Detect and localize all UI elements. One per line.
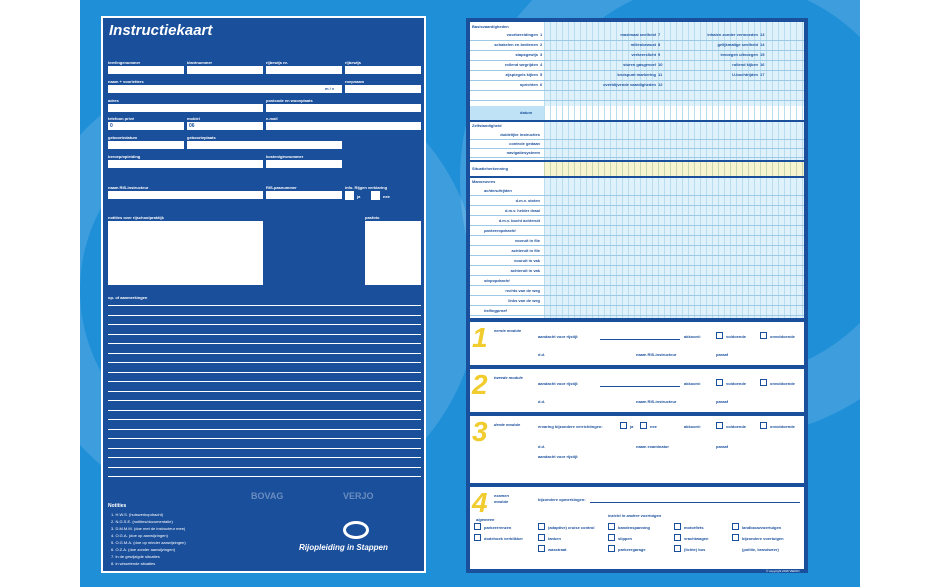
module-1 [470, 322, 804, 365]
cells-block [544, 162, 804, 176]
legend-item: 8. in wisselende situaties [111, 561, 156, 566]
driving-style-label: aandacht voor rijstijl: [538, 454, 579, 459]
manoeuvre-label: links van de weg [508, 298, 540, 303]
insufficient-label: onvoldoende [770, 334, 795, 339]
instructor-label: naam RIS-instructeur [636, 399, 677, 404]
remark-line[interactable] [108, 324, 421, 325]
option-checkbox[interactable] [608, 523, 615, 530]
remark-line[interactable] [108, 381, 421, 382]
row-line [470, 255, 804, 256]
section-title-situatie: Situatieherkenning [472, 166, 509, 171]
sufficient-checkbox[interactable] [716, 379, 723, 386]
legend-item: 7. in de gewijzigde situaties [111, 554, 160, 559]
option-checkbox[interactable] [538, 523, 545, 530]
option-checkbox[interactable] [474, 534, 481, 541]
option-label: bandenspanning [618, 525, 650, 530]
manoeuvre-label: d.m.v. bocht achteruit [498, 218, 540, 223]
copyright: © copyright 2016 VERJO [766, 569, 800, 573]
divider [470, 120, 804, 122]
module-title: eerste module [494, 328, 522, 333]
row-line [470, 215, 804, 216]
driving-style-label: aandacht voor rijstijl: [538, 381, 579, 386]
mobile-field[interactable] [187, 122, 263, 130]
field-label: rijbewijs [345, 60, 362, 65]
skill-number: 4 [540, 62, 543, 67]
row-line [470, 245, 804, 246]
module-4 [470, 487, 804, 569]
manoeuvre-label: vooruit in vak [513, 258, 540, 263]
remark-line[interactable] [108, 343, 421, 344]
skill-number: 14 [760, 42, 765, 47]
module-2 [470, 369, 804, 412]
row-line [470, 148, 804, 149]
manoeuvre-label: achteruit in file [511, 248, 540, 253]
skill-label: sturen gasgevoel [623, 62, 656, 67]
remark-line[interactable] [108, 419, 421, 420]
row-line [470, 50, 804, 51]
divider [470, 160, 804, 162]
legend-item: 6. O.Z.A. (doe zonder aanwijzingen) [111, 547, 176, 552]
legend-item: 2. N.G.S.E. (notities/documentatie) [111, 519, 173, 524]
skill-label: rollend kijken [732, 62, 758, 67]
option-checkbox[interactable] [608, 545, 615, 552]
module-number: 3 [472, 416, 488, 447]
insight-label: inzicht in andere voertuigen [608, 513, 662, 518]
instruction-card-back [466, 18, 808, 573]
phone-field[interactable] [108, 122, 184, 130]
option-label: tanken [548, 536, 561, 541]
module-number: 4 [472, 487, 488, 518]
skill-label: inhalen zonder vermoeden [707, 32, 758, 37]
skill-label: oprichten [519, 82, 538, 87]
date-label-cell [470, 106, 544, 120]
general-label: algemeen [476, 517, 495, 522]
remark-line[interactable] [108, 391, 421, 392]
option-checkbox[interactable] [732, 523, 739, 530]
special-experience-label: ervaring bijzondere verrichtingen: [538, 424, 603, 429]
field-label: klantnummer [187, 60, 213, 65]
sufficient-label: voldoende [726, 424, 747, 429]
module-3 [470, 416, 804, 483]
row-line [470, 235, 804, 236]
module-number: 2 [472, 369, 488, 400]
yes-label: ja [357, 194, 361, 199]
remark-line[interactable] [108, 362, 421, 363]
zelf-label: navigatiesysteem [506, 150, 540, 155]
skill-number: 15 [760, 52, 765, 57]
field-label: op- of aanmerkingen [108, 295, 148, 300]
option-checkbox[interactable] [474, 523, 481, 530]
insufficient-checkbox[interactable] [760, 332, 767, 339]
email-field[interactable] [266, 122, 421, 130]
skill-label: stapsgewijs [515, 52, 538, 57]
date-label: d.d. [538, 399, 546, 404]
field-label: adres [108, 98, 119, 103]
insufficient-label: onvoldoende [770, 424, 795, 429]
field-label: beroep/opleiding [108, 154, 141, 159]
option-label: wasstraat [548, 547, 567, 552]
option-checkbox[interactable] [732, 534, 739, 541]
date-label: datum [520, 110, 532, 115]
skill-label: U-bochtrijden [732, 72, 758, 77]
manoeuvre-group: hellingproef [484, 308, 507, 313]
instructor-name-field[interactable] [108, 191, 263, 199]
skill-label: voorbereidingen [506, 32, 538, 37]
row-line [470, 265, 804, 266]
legend-item: 4. O.G.A. (doe op aanwijzingen) [111, 533, 168, 538]
skill-label: gelijkmatige snelheid [717, 42, 758, 47]
section-title-basis: Basisvaardigheden [472, 24, 509, 29]
row-line [470, 315, 804, 316]
remark-line[interactable] [108, 476, 421, 477]
initials-label: paraaf [716, 352, 729, 357]
yes-checkbox[interactable] [620, 422, 627, 429]
sufficient-checkbox[interactable] [716, 422, 723, 429]
sufficient-label: voldoende [726, 334, 747, 339]
field-label: postcode en woonplaats [266, 98, 313, 103]
cells-block [544, 178, 804, 318]
option-label: slippen [618, 536, 633, 541]
skill-number: 12 [658, 82, 663, 87]
card-title: Instructiekaart [109, 22, 213, 39]
notes-box[interactable] [108, 221, 263, 285]
skill-number: 8 [658, 42, 661, 47]
skill-number: 3 [540, 52, 543, 57]
row-line [470, 195, 804, 196]
skill-label: overblijvende vaardigheden [603, 82, 656, 87]
student-number-field[interactable] [108, 66, 184, 74]
skill-number: 17 [760, 72, 765, 77]
initials-label: paraaf [716, 444, 729, 449]
skill-number: 9 [658, 52, 661, 57]
manoeuvre-label: achteruit in vak [510, 268, 540, 273]
special-remarks-label: bijzondere opmerkingen: [538, 497, 586, 502]
field-label: info. Rijgen verklaring [345, 185, 388, 190]
remark-line[interactable] [108, 305, 421, 306]
licence-number-field[interactable] [266, 66, 342, 74]
row-line [470, 80, 804, 81]
driving-style-label: aandacht voor rijstijl: [538, 334, 579, 339]
remark-line[interactable] [108, 353, 421, 354]
remark-line[interactable] [108, 457, 421, 458]
remark-line[interactable] [108, 315, 421, 316]
field-label: telefoon privé [108, 116, 135, 121]
manoeuvre-label: d.m.v. helder draai [504, 208, 540, 213]
profession-field[interactable] [108, 160, 263, 168]
yes-checkbox[interactable] [345, 191, 354, 200]
row-line [470, 295, 804, 296]
yes-label: ja [630, 424, 634, 429]
insufficient-label: onvoldoende [770, 381, 795, 386]
skill-number: 5 [540, 72, 543, 77]
initials-label: paraaf [716, 399, 729, 404]
skill-label: verkeerslicht [631, 52, 656, 57]
option-checkbox[interactable] [674, 534, 681, 541]
gender-label: m / v [325, 86, 335, 91]
manoeuvre-group: achteruitrijden [484, 188, 512, 193]
no-label: nee [650, 424, 657, 429]
option-label: parkeerrenzen [484, 525, 512, 530]
option-label: (politie, brandweer) [742, 547, 779, 552]
customer-number-field[interactable] [187, 66, 263, 74]
option-label: landbouwvoertuigen [742, 525, 782, 530]
ris-number-field[interactable] [266, 191, 342, 199]
licence-field[interactable] [345, 66, 421, 74]
row-line [470, 70, 804, 71]
field-label: rijbewijs nr. [266, 60, 289, 65]
row-line [470, 285, 804, 286]
remark-line[interactable] [108, 448, 421, 449]
skills-grid [470, 22, 804, 318]
sufficient-checkbox[interactable] [716, 332, 723, 339]
skill-number: 7 [658, 32, 661, 37]
date-label: d.d. [538, 352, 546, 357]
insufficient-checkbox[interactable] [760, 422, 767, 429]
row-line [470, 205, 804, 206]
option-label: parkeergarage [618, 547, 646, 552]
date-label: d.d. [538, 444, 546, 449]
skill-label: zijspiegels kijken [505, 72, 538, 77]
option-checkbox[interactable] [538, 534, 545, 541]
row-line [470, 225, 804, 226]
module-title: tweede module [494, 375, 523, 380]
postcode-field[interactable] [266, 104, 421, 112]
skill-number: 1 [540, 32, 543, 37]
remark-line[interactable] [108, 429, 421, 430]
write-line[interactable] [600, 386, 680, 387]
manoeuvre-group: parkeeropdracht [484, 228, 516, 233]
skill-label: invoegen uitvoegen [720, 52, 758, 57]
first-name-field[interactable] [345, 85, 421, 93]
row-line [470, 100, 804, 101]
skill-number: 11 [658, 72, 663, 77]
field-label: pasfoto [365, 215, 380, 220]
date-cells [544, 106, 804, 120]
manoeuvre-group: stopopdracht [484, 278, 510, 283]
skill-number: 16 [760, 62, 765, 67]
zelf-label: controle gedaan [509, 141, 540, 146]
bovag-watermark: BOVAG [251, 491, 284, 501]
no-label: nee [383, 194, 390, 199]
remark-line[interactable] [108, 438, 421, 439]
option-label: (lichte) bus [684, 547, 706, 552]
birthplace-field[interactable] [187, 141, 342, 149]
cells-block [544, 122, 804, 160]
skill-number: 13 [760, 32, 765, 37]
remark-line[interactable] [108, 410, 421, 411]
module-number: 1 [472, 322, 488, 353]
field-label: kosten/gironummer [266, 154, 304, 159]
approval-label: akkoord: [684, 424, 701, 429]
field-label: leerlingenummer [108, 60, 141, 65]
field-label: naam RIS-instructeur [108, 185, 149, 190]
approval-label: akkoord: [684, 334, 701, 339]
phone-prefix: 0 [110, 123, 113, 129]
brand-logo-text: Rijopleiding in Stappen [299, 543, 388, 552]
legend-item: 1. H.W.S. (huiswerkopdracht) [111, 512, 164, 517]
manoeuvre-label: rechts van de weg [505, 288, 540, 293]
row-line [470, 40, 804, 41]
row-line [470, 90, 804, 91]
skill-number: 2 [540, 42, 543, 47]
no-checkbox[interactable] [371, 191, 380, 200]
no-checkbox[interactable] [640, 422, 647, 429]
option-checkbox[interactable] [538, 545, 545, 552]
address-field[interactable] [108, 104, 263, 112]
field-label: notities over rijschoolpraktijk [108, 215, 164, 220]
field-label: RIS-pasnummer [266, 185, 297, 190]
account-field[interactable] [266, 160, 342, 168]
skill-number: 6 [540, 82, 543, 87]
zelf-label: duidelijke instructies [500, 132, 540, 137]
field-label: geboortedatum [108, 135, 138, 140]
instructor-label: naam examinator [636, 444, 669, 449]
row-line [470, 275, 804, 276]
write-line[interactable] [600, 339, 680, 340]
row-line [470, 157, 804, 158]
divider [470, 176, 804, 178]
option-checkbox[interactable] [674, 523, 681, 530]
field-label: e-mail [266, 116, 278, 121]
logo-icon [343, 521, 369, 539]
legend-heading: Notities [108, 503, 127, 509]
verjo-watermark: VERJO [343, 491, 374, 501]
option-label: motorfiets [684, 525, 704, 530]
section-title-zelfstandig: Zelfstandigheid [472, 123, 502, 128]
module-title: derde module [494, 422, 521, 427]
option-label: vrachtwagen [684, 536, 709, 541]
option-label: bijzondere voertuigen [742, 536, 784, 541]
skill-label: maximaal snelheid [620, 32, 656, 37]
remark-line[interactable] [108, 372, 421, 373]
approval-label: akkoord: [684, 381, 701, 386]
skill-label: schakelen en bedienen [494, 42, 538, 47]
legend-item: 3. D.M.M.M. (doe met de instructeur mee) [111, 526, 186, 531]
remark-line[interactable] [108, 467, 421, 468]
instructor-label: naam RIS-instructeur [636, 352, 677, 357]
option-checkbox[interactable] [674, 545, 681, 552]
sufficient-label: voldoende [726, 381, 747, 386]
option-checkbox[interactable] [608, 534, 615, 541]
module-title: examen module [494, 493, 509, 504]
mobile-prefix: 06 [189, 123, 195, 129]
legend-item: 5. O.G.M.A. (doe op minder aanwijzingen) [111, 540, 186, 545]
field-label: roepnaam [345, 79, 365, 84]
option-label: dodehoek verblikker [484, 536, 523, 541]
birthdate-field[interactable] [108, 141, 184, 149]
manoeuvre-label: vooruit in file [514, 238, 540, 243]
insufficient-checkbox[interactable] [760, 379, 767, 386]
passport-photo-box [365, 221, 421, 285]
row-line [470, 60, 804, 61]
option-label: (adaptive) cruise control [548, 525, 595, 530]
section-title-manoeuvres: Manoeuvres [472, 179, 496, 184]
remark-line[interactable] [108, 334, 421, 335]
row-line [470, 305, 804, 306]
field-label: geboorteplaats [187, 135, 216, 140]
instruction-card-front [101, 16, 426, 573]
row-line [470, 139, 804, 140]
name-field[interactable] [108, 85, 342, 93]
field-label: mobiel [187, 116, 200, 121]
manoeuvre-label: d.m.v. stoten [515, 198, 540, 203]
skill-label: rollend wegrijden [504, 62, 538, 67]
field-label: naam + voorletters [108, 79, 144, 84]
skill-label: milieubewust [630, 42, 656, 47]
skill-label: kruispunt markering [617, 72, 656, 77]
skill-number: 10 [658, 62, 663, 67]
write-line[interactable] [590, 502, 800, 503]
remark-line[interactable] [108, 400, 421, 401]
